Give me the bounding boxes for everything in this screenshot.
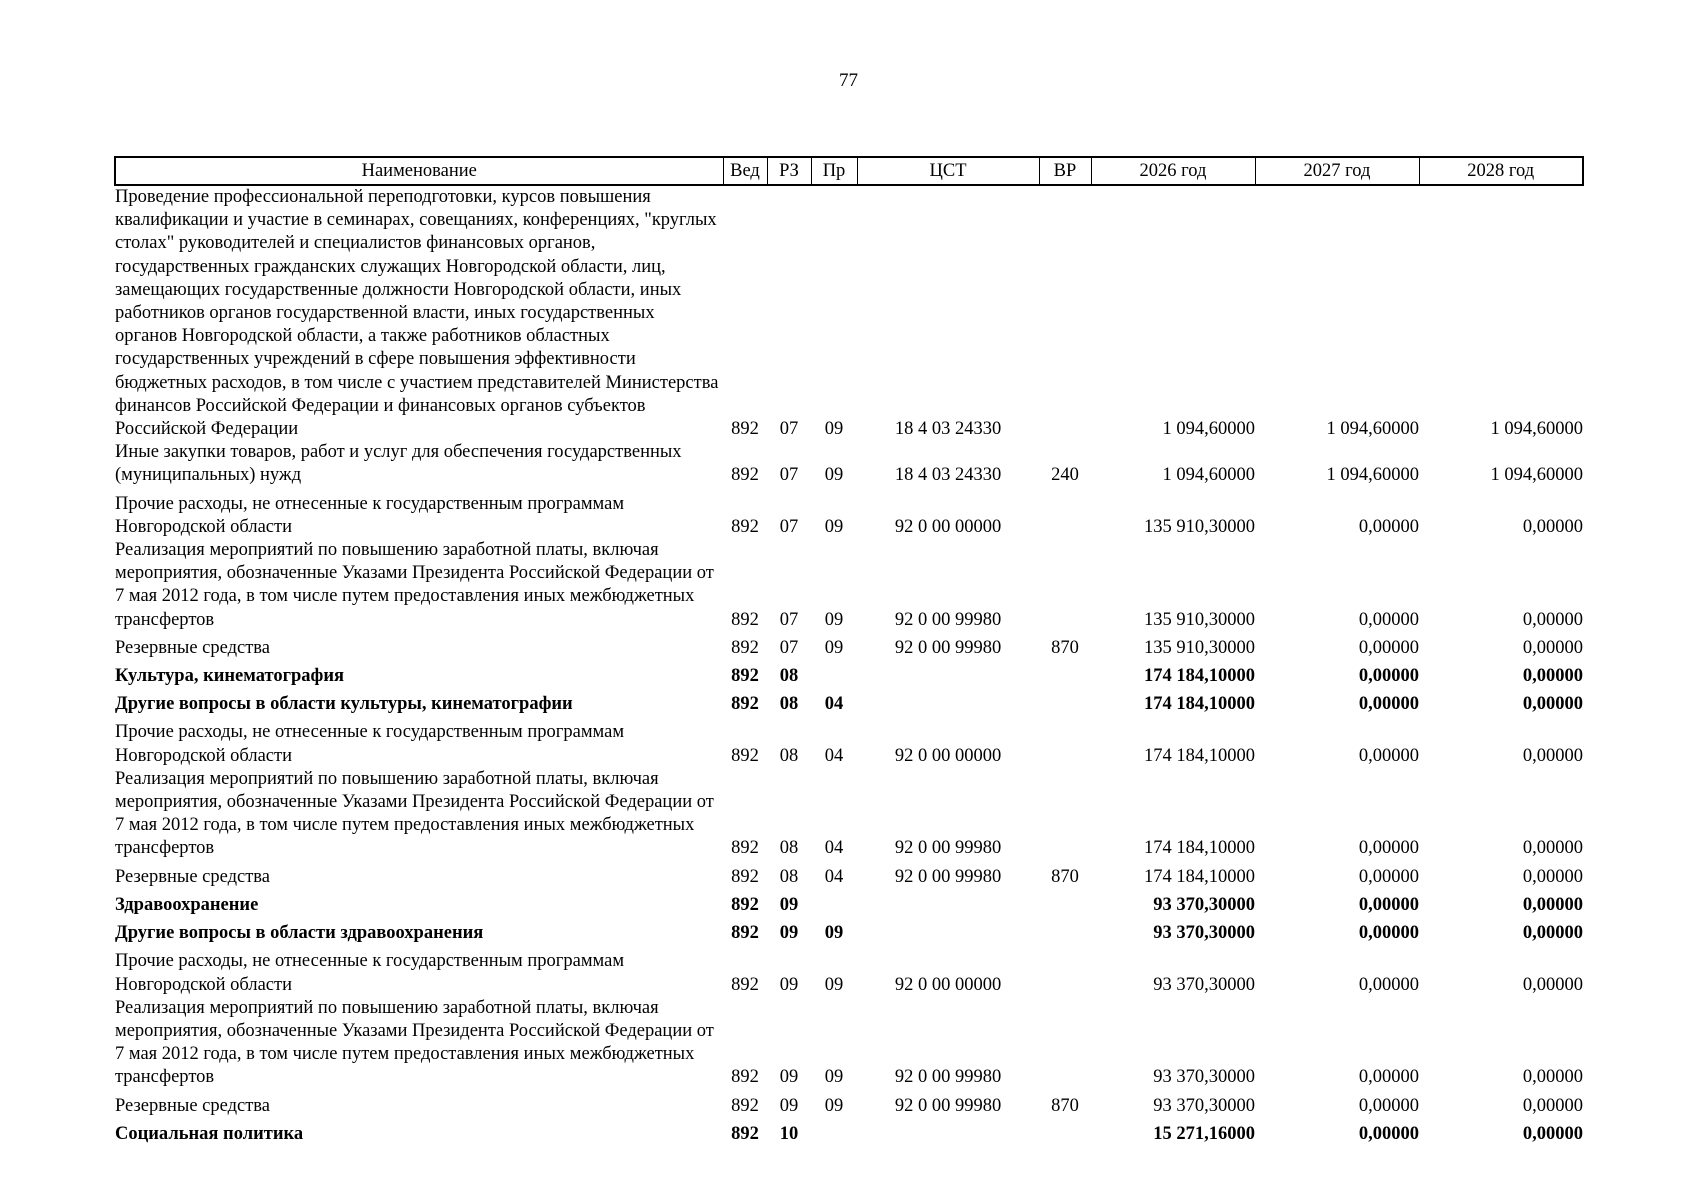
row-name: Здравоохранение xyxy=(115,894,259,915)
row-amount-2026: 174 184,10000 xyxy=(1144,694,1255,715)
row-name: Прочие расходы, не отнесенные к государственным программам Новгородской области xyxy=(115,722,625,766)
row-rz: 07 xyxy=(779,419,799,440)
row-vr: 870 xyxy=(1051,866,1079,887)
row-name: Проведение профессиональной переподготовки, курсов повышения квалификации и участие в семинарах, совещаниях, конференциях, "круглых столах" руководителей и специалистов финансовых органов, государственных гражданских служащих Новгородской области, лиц, замещающих государственные должности Новгородской области, иных работников органов государственной власти, иных государственных органов Новгородской области, а также работников областных государственных учреждений в сфере повышения эффективности бюджетных расходов, в том числе с участием представителей Министерства финансов Российской Федерации и финансовых органов субъектов Российской Федерации xyxy=(115,187,719,440)
row-amount-2028: 0,00000 xyxy=(1522,866,1583,887)
row-amount-2027: 1 094,60000 xyxy=(1326,465,1419,486)
row-ved: 892 xyxy=(731,866,759,887)
row-amount-2027: 0,00000 xyxy=(1358,609,1419,630)
row-cst: 92 0 00 00000 xyxy=(894,516,1002,537)
column-header-cst: ЦСТ xyxy=(857,157,1039,185)
row-rz: 08 xyxy=(779,666,799,687)
row-pr: 04 xyxy=(824,866,844,887)
row-pr: 09 xyxy=(824,516,844,537)
row-pr: 09 xyxy=(824,974,844,995)
table-row xyxy=(115,632,1583,660)
row-rz: 08 xyxy=(779,866,799,887)
row-name: Реализация мероприятий по повышению заработной платы, включая мероприятия, обозначенные Указами Президента Российской Федерации от 7 мая 2012 года, в том числе путем предоставления иных межбюджетных трансфертов xyxy=(115,540,714,630)
table-row xyxy=(115,861,1583,889)
row-vr xyxy=(1039,688,1091,716)
row-ved: 892 xyxy=(731,465,759,486)
row-rz: 07 xyxy=(779,465,799,486)
row-rz: 09 xyxy=(779,894,799,915)
row-amount-2026: 1 094,60000 xyxy=(1162,465,1255,486)
row-pr: 09 xyxy=(824,419,844,440)
row-amount-2027: 0,00000 xyxy=(1358,745,1419,766)
row-name: Резервные средства xyxy=(115,1095,270,1116)
row-rz: 09 xyxy=(779,1067,799,1088)
row-amount-2027: 0,00000 xyxy=(1358,894,1419,915)
row-amount-2028: 0,00000 xyxy=(1522,1095,1583,1116)
row-pr: 09 xyxy=(824,637,844,658)
row-amount-2028: 0,00000 xyxy=(1522,923,1583,944)
column-header-vr: ВР xyxy=(1039,157,1091,185)
table-row xyxy=(115,917,1583,945)
row-rz: 08 xyxy=(779,745,799,766)
column-header-ved: Вед xyxy=(723,157,767,185)
row-ved: 892 xyxy=(731,745,759,766)
table-row xyxy=(115,768,1583,861)
row-ved: 892 xyxy=(731,894,759,915)
row-amount-2027: 0,00000 xyxy=(1358,1095,1419,1116)
row-rz: 09 xyxy=(779,1095,799,1116)
row-pr xyxy=(811,1118,857,1146)
column-header-2028: 2028 год xyxy=(1419,157,1583,185)
row-amount-2027: 0,00000 xyxy=(1358,666,1419,687)
table-row xyxy=(115,997,1583,1090)
row-ved: 892 xyxy=(731,694,759,715)
row-rz: 07 xyxy=(779,516,799,537)
row-ved: 892 xyxy=(731,637,759,658)
row-amount-2026: 174 184,10000 xyxy=(1144,745,1255,766)
row-name: Социальная политика xyxy=(115,1123,304,1144)
row-rz: 07 xyxy=(779,637,799,658)
row-amount-2026: 135 910,30000 xyxy=(1144,609,1255,630)
row-amount-2027: 0,00000 xyxy=(1358,1123,1419,1144)
row-vr xyxy=(1039,917,1091,945)
row-amount-2028: 0,00000 xyxy=(1522,745,1583,766)
column-header-pr: Пр xyxy=(811,157,857,185)
row-amount-2026: 93 370,30000 xyxy=(1153,894,1255,915)
row-rz: 08 xyxy=(779,694,799,715)
row-vr xyxy=(1039,660,1091,688)
row-rz: 10 xyxy=(779,1123,799,1144)
row-amount-2027: 1 094,60000 xyxy=(1326,419,1419,440)
table-row xyxy=(115,688,1583,716)
page-number: 77 xyxy=(839,70,858,91)
row-vr xyxy=(1039,768,1091,861)
row-vr xyxy=(1039,997,1091,1090)
row-amount-2028: 0,00000 xyxy=(1522,838,1583,859)
row-vr xyxy=(1039,889,1091,917)
row-amount-2027: 0,00000 xyxy=(1358,923,1419,944)
row-vr xyxy=(1039,488,1091,539)
row-ved: 892 xyxy=(731,1067,759,1088)
row-vr xyxy=(1039,539,1091,632)
row-cst: 92 0 00 00000 xyxy=(894,974,1002,995)
budget-table xyxy=(114,156,1584,1146)
row-rz: 07 xyxy=(779,609,799,630)
row-amount-2028: 0,00000 xyxy=(1522,1123,1583,1144)
row-cst: 18 4 03 24330 xyxy=(894,419,1002,440)
row-amount-2026: 93 370,30000 xyxy=(1153,974,1255,995)
row-vr xyxy=(1039,945,1091,996)
row-name: Реализация мероприятий по повышению заработной платы, включая мероприятия, обозначенные Указами Президента Российской Федерации от 7 мая 2012 года, в том числе путем предоставления иных межбюджетных трансфертов xyxy=(115,768,714,859)
row-amount-2026: 174 184,10000 xyxy=(1144,838,1255,859)
row-ved: 892 xyxy=(731,838,759,859)
row-name: Другие вопросы в области культуры, кинематографии xyxy=(115,694,573,715)
row-pr: 09 xyxy=(824,1095,844,1116)
table-row xyxy=(115,185,1583,441)
row-amount-2026: 174 184,10000 xyxy=(1144,866,1255,887)
row-cst: 18 4 03 24330 xyxy=(894,465,1002,486)
row-cst: 92 0 00 99980 xyxy=(894,1067,1002,1088)
row-amount-2028: 0,00000 xyxy=(1522,516,1583,537)
row-cst xyxy=(857,660,1039,688)
row-pr: 09 xyxy=(824,609,844,630)
row-amount-2026: 135 910,30000 xyxy=(1144,637,1255,658)
row-amount-2026: 135 910,30000 xyxy=(1144,516,1255,537)
row-cst: 92 0 00 99980 xyxy=(894,637,1002,658)
row-name: Реализация мероприятий по повышению заработной платы, включая мероприятия, обозначенные Указами Президента Российской Федерации от 7 мая 2012 года, в том числе путем предоставления иных межбюджетных трансфертов xyxy=(115,997,714,1088)
row-amount-2026: 93 370,30000 xyxy=(1153,1095,1255,1116)
column-header-2027: 2027 год xyxy=(1255,157,1419,185)
table-row xyxy=(115,488,1583,539)
row-pr: 04 xyxy=(824,745,844,766)
row-amount-2028: 0,00000 xyxy=(1522,894,1583,915)
row-cst: 92 0 00 99980 xyxy=(894,838,1002,859)
row-cst: 92 0 00 00000 xyxy=(894,745,1002,766)
row-amount-2027: 0,00000 xyxy=(1358,637,1419,658)
row-pr: 04 xyxy=(824,838,844,859)
row-cst xyxy=(857,688,1039,716)
row-pr: 04 xyxy=(824,694,844,715)
row-name: Прочие расходы, не отнесенные к государственным программам Новгородской области xyxy=(115,493,625,537)
row-ved: 892 xyxy=(731,516,759,537)
row-amount-2027: 0,00000 xyxy=(1358,838,1419,859)
row-amount-2026: 15 271,16000 xyxy=(1153,1123,1255,1144)
row-amount-2026: 93 370,30000 xyxy=(1153,923,1255,944)
row-name: Прочие расходы, не отнесенные к государственным программам Новгородской области xyxy=(115,951,625,995)
row-amount-2026: 93 370,30000 xyxy=(1153,1067,1255,1088)
table-header-row xyxy=(115,157,1583,185)
row-amount-2027: 0,00000 xyxy=(1358,516,1419,537)
row-amount-2028: 0,00000 xyxy=(1522,637,1583,658)
row-name: Другие вопросы в области здравоохранения xyxy=(115,923,484,944)
row-amount-2026: 174 184,10000 xyxy=(1144,666,1255,687)
row-amount-2028: 1 094,60000 xyxy=(1490,465,1583,486)
column-header-2026: 2026 год xyxy=(1091,157,1255,185)
row-amount-2028: 0,00000 xyxy=(1522,694,1583,715)
row-rz: 09 xyxy=(779,923,799,944)
row-vr: 870 xyxy=(1051,1095,1079,1116)
row-ved: 892 xyxy=(731,923,759,944)
row-amount-2028: 1 094,60000 xyxy=(1490,419,1583,440)
table-row xyxy=(115,889,1583,917)
row-name: Культура, кинематография xyxy=(115,666,345,687)
row-amount-2028: 0,00000 xyxy=(1522,974,1583,995)
row-name: Иные закупки товаров, работ и услуг для обеспечения государственных (муниципальных) нужд xyxy=(115,442,682,486)
row-ved: 892 xyxy=(731,609,759,630)
table-row xyxy=(115,441,1583,487)
row-ved: 892 xyxy=(731,1095,759,1116)
row-cst xyxy=(857,1118,1039,1146)
column-header-rz: РЗ xyxy=(767,157,811,185)
table-row xyxy=(115,1090,1583,1118)
column-header-name: Наименование xyxy=(115,157,723,185)
row-vr xyxy=(1039,716,1091,767)
table-body xyxy=(115,185,1583,1146)
row-cst xyxy=(857,889,1039,917)
row-amount-2027: 0,00000 xyxy=(1358,974,1419,995)
row-name: Резервные средства xyxy=(115,866,270,887)
table-row xyxy=(115,1118,1583,1146)
row-pr: 09 xyxy=(824,1067,844,1088)
row-cst xyxy=(857,917,1039,945)
row-pr: 09 xyxy=(824,465,844,486)
row-ved: 892 xyxy=(731,974,759,995)
row-pr xyxy=(811,889,857,917)
table-row xyxy=(115,716,1583,767)
row-amount-2028: 0,00000 xyxy=(1522,1067,1583,1088)
row-vr: 240 xyxy=(1051,465,1079,486)
table-row xyxy=(115,660,1583,688)
row-amount-2027: 0,00000 xyxy=(1358,1067,1419,1088)
row-vr: 870 xyxy=(1051,637,1079,658)
row-cst: 92 0 00 99980 xyxy=(894,1095,1002,1116)
row-cst: 92 0 00 99980 xyxy=(894,866,1002,887)
row-pr xyxy=(811,660,857,688)
row-amount-2027: 0,00000 xyxy=(1358,866,1419,887)
row-name: Резервные средства xyxy=(115,637,270,658)
row-cst: 92 0 00 99980 xyxy=(894,609,1002,630)
row-vr xyxy=(1039,185,1091,441)
row-pr: 09 xyxy=(824,923,844,944)
row-amount-2026: 1 094,60000 xyxy=(1162,419,1255,440)
row-ved: 892 xyxy=(731,1123,759,1144)
row-amount-2028: 0,00000 xyxy=(1522,666,1583,687)
row-amount-2027: 0,00000 xyxy=(1358,694,1419,715)
table-row xyxy=(115,945,1583,996)
row-rz: 09 xyxy=(779,974,799,995)
row-ved: 892 xyxy=(731,666,759,687)
row-rz: 08 xyxy=(779,838,799,859)
row-ved: 892 xyxy=(731,419,759,440)
row-amount-2028: 0,00000 xyxy=(1522,609,1583,630)
row-vr xyxy=(1039,1118,1091,1146)
table-row xyxy=(115,539,1583,632)
